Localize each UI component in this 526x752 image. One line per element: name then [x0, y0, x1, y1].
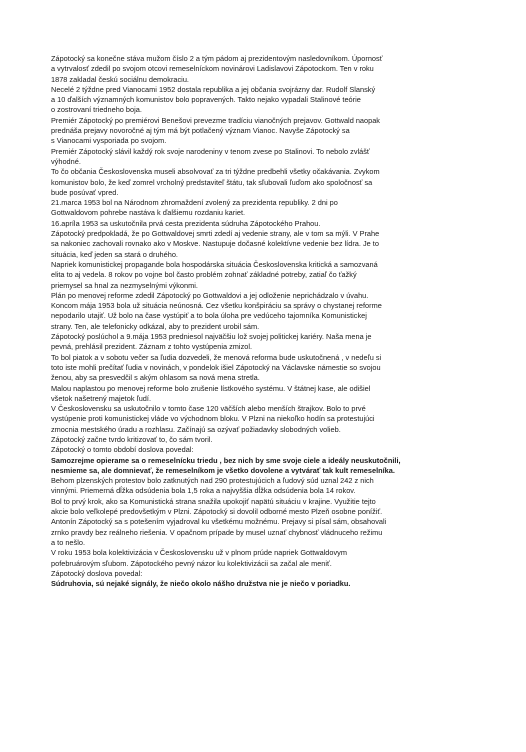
text-line: pevná, prehlásil prezident. Záznam z tohto vystúpenia zmizol.	[51, 342, 253, 352]
text-line: Zápotocký o tomto období doslova povedal:	[51, 445, 194, 455]
text-line: Koncom mája 1953 bola už situácia neúnosná. Cez všetku konšpiráciu sa správy o chystanej reforme	[51, 301, 382, 311]
text-line: ženou, aby sa presvedčil s akým ohlasom sa nová mena stretla.	[51, 373, 260, 383]
text-line: V roku 1953 bola kolektivizácia v Československu už v plnom prúde napriek Gottwaldovym	[51, 548, 347, 558]
quote-line: Súdruhovia, sú nejaké signály, že niečo okolo nášho družstva nie je niečo v poriadku.	[51, 579, 351, 589]
text-line: Malou naplastou po menovej reforme bolo zrušenie lístkového systému. V štátnej kase, ale odišiel	[51, 383, 371, 393]
text-line: Zápotocký sa konečne stáva mužom číslo 2 a tým pádom aj prezidentovým nasledovníkom. Úpornosť	[51, 54, 383, 63]
text-line: o zostrovaní triedneho boja.	[51, 105, 142, 115]
text-line: To bol piatok a v sobotu večer sa ľudia dozvedeli, že menová reforma bude uskutočnená , v nedeľu si	[51, 352, 382, 362]
text-line: výhodné.	[51, 156, 81, 166]
text-line: zmocnia mestského úradu a rozhlasu. Začínajú sa ozývať požiadavky slobodných volieb.	[51, 424, 341, 434]
text-line: komunistov bolo, že keď zomrel vrcholný predstaviteľ štátu, tak sľubovali ľuďom ako spoločnosť sa	[51, 177, 373, 187]
text-line: Bol to prvý krok, ako sa Komunistická strana snažila upokojiť napätú situáciu v krajine. Využitie tejto	[51, 496, 376, 506]
text-line: Zápotocký predpokladá, že po Gottwaldovej smrti zdedí aj vedenie strany, ale v tom sa mýli. V Prahe	[51, 229, 380, 239]
text-line: prednáša prejavy novoročné aj tým má být potlačený význam Vianoc. Navyše Zápotocký sa	[51, 126, 350, 136]
quote-line: Samozrejme opierame sa o remeselnícku triedu , bez nich by sme svoje ciele a ideály neuskutočnili,	[51, 455, 401, 465]
text-line: 16.apríla 1953 sa uskutočnila prvá cesta prezidenta súdruha Zápotockého Prahou.	[51, 218, 321, 228]
text-line: Zápotocký začne tvrdo kritizovať to, čo sám tvoril.	[51, 434, 213, 444]
text-line: a 10 ďalších významných komunistov bolo popravených. Takto nejako vypadali Stalinové teórie	[51, 95, 361, 105]
text-line: Gottwaldovom pohrebe nastáva k ďalšiemu rozdaniu kariet.	[51, 208, 246, 218]
quote-line: nesmieme sa, ale domnievať, že remeselníkom je všetko dovolene a vytvárať tak kult remeselníka.	[51, 465, 395, 475]
text-line: s Vianocami vysporiada po svojom.	[51, 136, 167, 146]
text-line: zrnko pravdy bez reálneho riešenia. V opačnom prípade by musel uznať chybnosť vládnuceho režimu	[51, 527, 383, 537]
text-line: Zápotocký doslova povedal:	[51, 568, 143, 578]
text-line: priemysel sa hnal za nezmyselnými výkonmi.	[51, 280, 198, 290]
text-line: pofebruárovým sľubom. Zápotockého pevný názor ku kolektivizácii sa začal ale meniť.	[51, 558, 332, 568]
text-line: vystúpenie proti komunistickej vláde vo východnom bloku. V Plzni na niekoľko hodín sa protestujúci	[51, 414, 375, 424]
text-line: a vytrvalosť zdedil po svojom otcovi remeselníckom novinárovi Ladislavovi Zápotockom. Ten v roku	[51, 64, 374, 74]
text-line: To čo občania Československa museli absolvovať za tri týždne predbehli všetky očakávania. Zvykom	[51, 167, 380, 177]
text-line: všetok našetrený majetok ľudí.	[51, 393, 151, 403]
text-line: V Československu sa uskutočnilo v tomto čase 120 väčších alebo menších štrajkov. Bolo to prvé	[51, 404, 366, 414]
text-line: Premiér Zápotocký po premiérovi Benešovi prevezme tradíciu vianočných prejavov. Gottwald naopak	[51, 115, 380, 125]
text-line: Necelé 2 týždne pred Vianocami 1952 dostala republika a jej občania svojrázny dar. Rudolf Slanský	[51, 84, 376, 94]
text-line: sa nakoniec zachovali rovnako ako v Moskve. Nastupuje dočasné kolektívne vedenie bez lídra. Je to	[51, 239, 379, 249]
text-line: Antonín Zápotocký sa s potešením vyjadroval ku všetkému možnému. Prejavy si písal sám, obsahovali	[51, 517, 387, 527]
text-line: akcie bolo veľkolepé predovšetkým v Plzni. Zápotocký si dovolil odborné mesto Plzeň osobne ponížiť.	[51, 507, 383, 517]
text-line: Napriek komunistickej propagande bola hospodárska situácia Československa kritická a samozvaná	[51, 259, 378, 269]
text-line: situácia, keď jeden sa stará o druhého.	[51, 249, 178, 259]
text-line: strany. Ten, ale telefonicky odkázal, aby to prezident urobil sám.	[51, 321, 260, 331]
text-line: Zápotocký poslúchol a 9.mája 1953 predniesol najväčšiu lož svojej politickej kariéry. Naša mena je	[51, 332, 372, 342]
text-line: a to nešlo.	[51, 537, 85, 547]
text-line: Behom plzenských protestov bolo zatknutých nad 290 protestujúcich a ľudový súd uznal 242 z nich	[51, 476, 374, 486]
text-line: Plán po menovej reforme zdedil Zápotocký po Gottwaldovi a jej odloženie neprichádzalo v úvahu.	[51, 290, 369, 300]
text-line: Premiér Zápotocký slávil každý rok svoje narodeniny v tenom zvese po Stalinovi. To nebolo zvlášť	[51, 146, 370, 156]
text-line: elita to aj vedela. 8 rokov po vojne bol často problém zohnať základné potreby, zatiaľ čo ťažký	[51, 270, 357, 280]
text-line: bude posúvať vpred.	[51, 187, 119, 197]
text-line: nepodarilo utajiť. Už bolo na čase vystúpiť a to bola úloha pre vedúceho tajomníka Komunistickej	[51, 311, 367, 321]
text-line: toto iste mohli prečítať ľudia v novinách, v pondelok išiel Zápotocký na Václavske námestie so svojou	[51, 362, 381, 372]
document-body	[51, 54, 471, 589]
text-line: vinnými. Priemerná dĺžka odsúdenia bola 1,5 roka a najvyššia dĺžka odsúdenia bola 14 rokov.	[51, 486, 356, 496]
text-line: 1878 zakladal českú sociálnu demokraciu.	[51, 74, 189, 84]
text-line: 21.marca 1953 bol na Národnom zhromaždení zvolený za prezidenta republiky. 2 dni po	[51, 198, 338, 208]
